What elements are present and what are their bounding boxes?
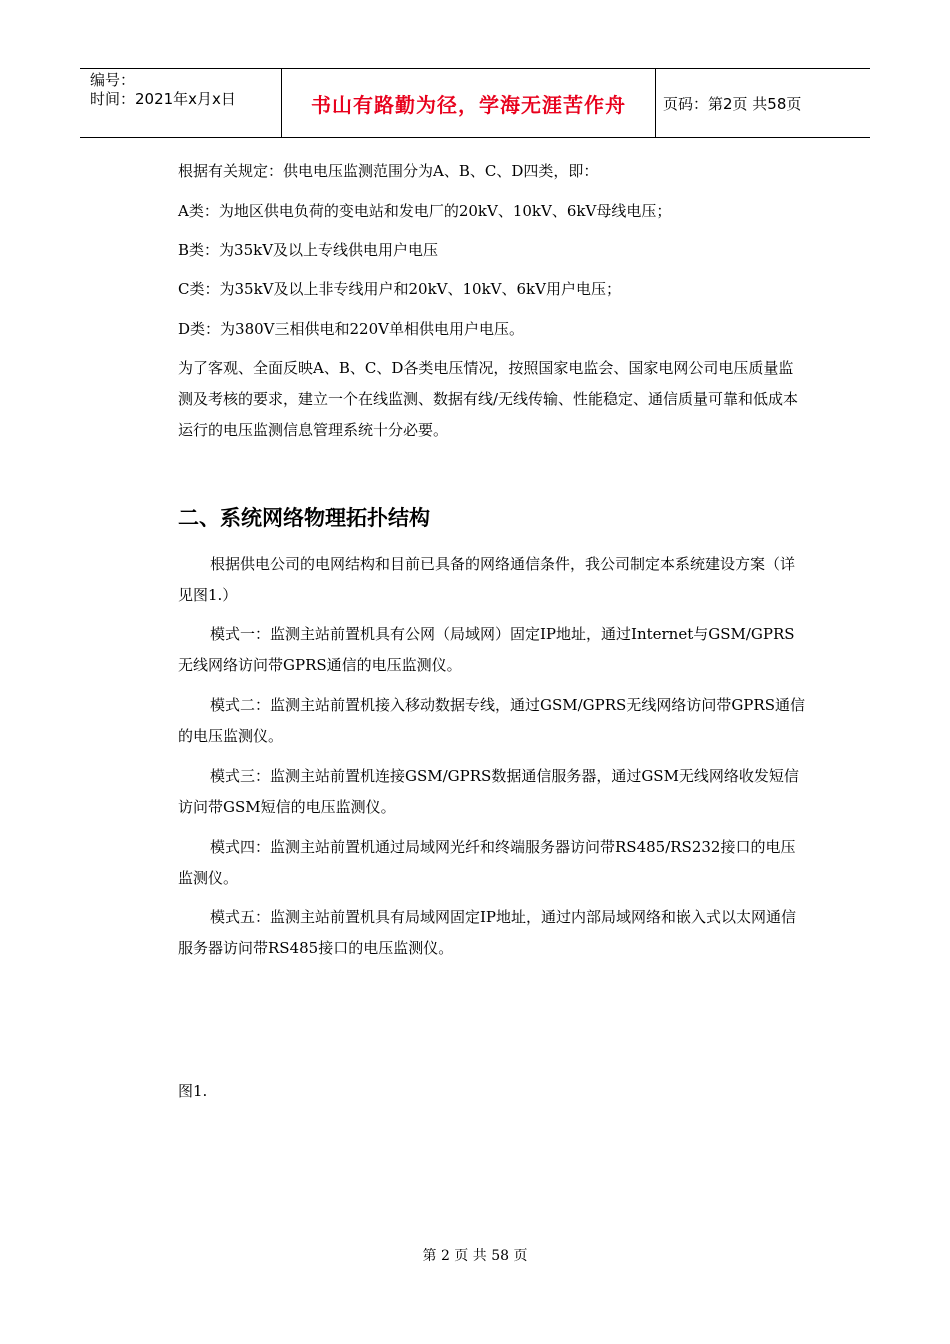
section-intro-paragraph: 根据供电公司的电网结构和目前已具备的网络通信条件，我公司制定本系统建设方案（详见图1.） (178, 555, 796, 604)
intro-paragraph: 根据有关规定：供电电压监测范围分为A、B、C、D四类，即： (178, 162, 599, 180)
class-d-item: D类：为380V三相供电和220V单相供电用户电压。 (178, 320, 524, 338)
header-meta (80, 69, 280, 137)
header-motto: 书山有路勤为径，学海无涯苦作舟 (281, 69, 656, 137)
section-title: 二、系统网络物理拓扑结构 (178, 506, 430, 530)
page-header (80, 68, 870, 138)
time-label: 时间：2021年x月x日 (90, 90, 236, 108)
mode5-paragraph: 模式五：监测主站前置机具有局域网固定IP地址，通过内部局域网络和嵌入式以太网通信服务器访问带RS485接口的电压监测仪。 (178, 908, 797, 957)
class-a-item: A类：为地区供电负荷的变电站和发电厂的20kV、10kV、6kV母线电压； (178, 202, 672, 220)
purpose-paragraph: 为了客观、全面反映A、B、C、D各类电压情况，按照国家电监会、国家电网公司电压质量监测及考核的要求，建立一个在线监测、数据有线/无线传输、性能稳定、通信质量可靠和低成本运行的电压监测信息管理系统十分必要。 (178, 359, 799, 439)
page-footer: 第 2 页 共 58 页 (422, 1248, 528, 1264)
class-c-item: C类：为35kV及以上非专线用户和20kV、10kV、6kV用户电压； (178, 280, 621, 298)
mode3-paragraph: 模式三：监测主站前置机连接GSM/GPRS数据通信服务器，通过GSM无线网络收发短信访问带GSM短信的电压监测仪。 (178, 767, 799, 816)
figure-caption: 图1. (178, 1082, 208, 1100)
header-page-info: 页码：第2页 共58页 (663, 94, 802, 113)
mode4-paragraph: 模式四：监测主站前置机通过局域网光纤和终端服务器访问带RS485/RS232接口的电压监测仪。 (178, 838, 796, 887)
number-label: 编号： (90, 71, 136, 89)
mode2-paragraph: 模式二：监测主站前置机接入移动数据专线，通过GSM/GPRS无线网络访问带GPRS通信的电压监测仪。 (178, 696, 805, 745)
mode1-paragraph: 模式一：监测主站前置机具有公网（局域网）固定IP地址，通过Internet与GSM/GPRS无线网络访问带GPRS通信的电压监测仪。 (178, 625, 795, 674)
class-b-item: B类：为35kV及以上专线供电用户电压 (178, 241, 439, 259)
